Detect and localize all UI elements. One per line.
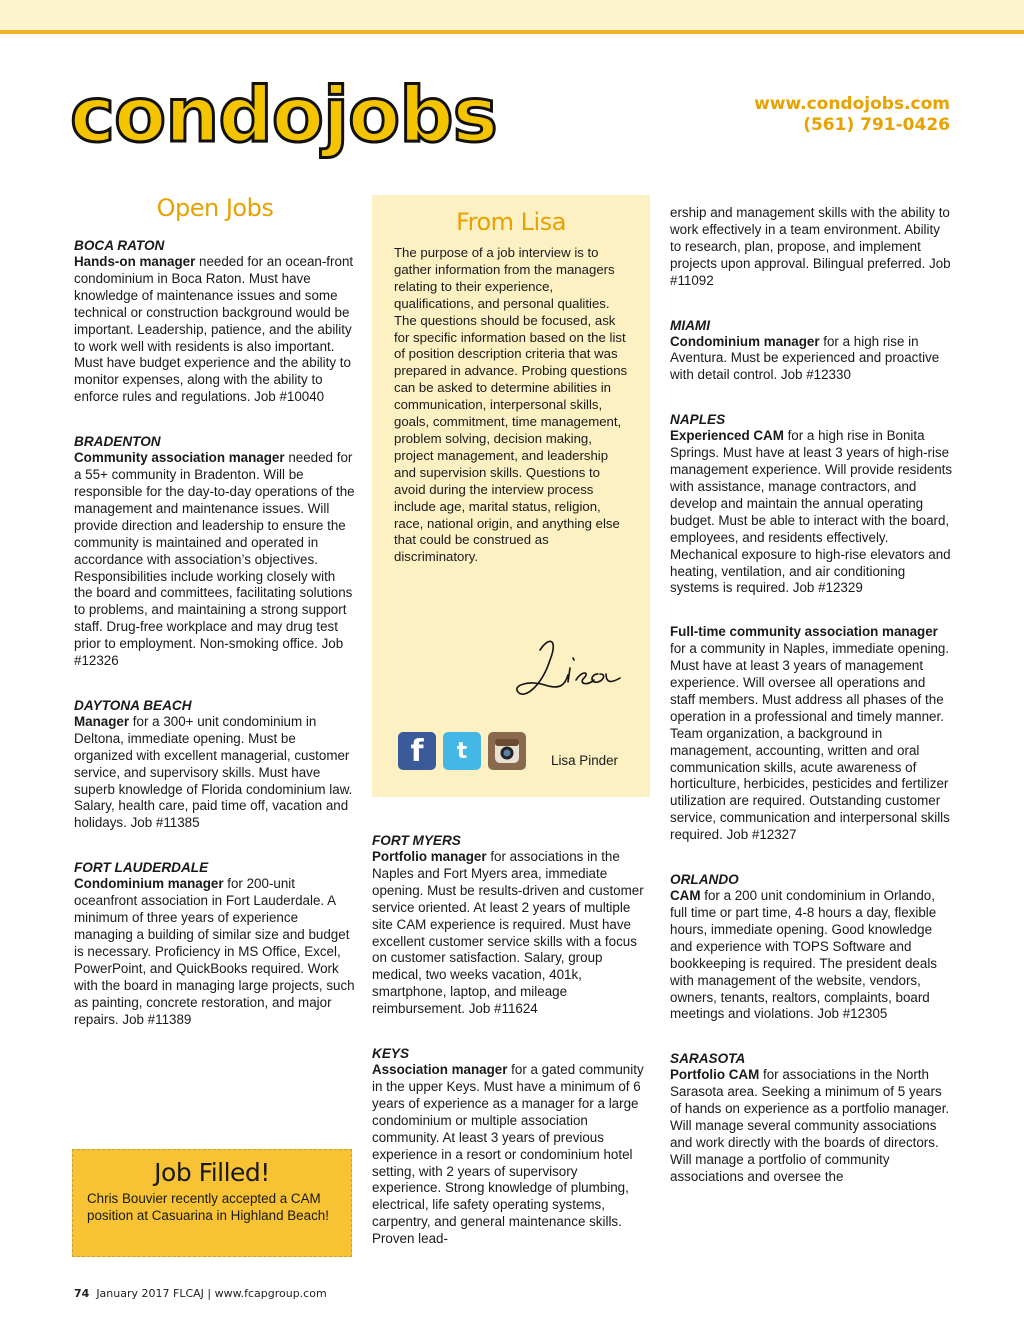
open-jobs-column (74, 193, 356, 1055)
job-listing (670, 871, 954, 1023)
job-listing (74, 697, 356, 832)
phone-number: (561) 791-0426 (803, 115, 950, 135)
job-description: needed for a 55+ community in Bradenton. Will be responsible for the day-to-day operations of the management and maintenance issues. Will provide direction and leadership to ensure the community is maintained and operated in accordance with association’s objectives. Responsibilities include working closely with the board and committees, facilitating solutions to problems, and maintaining a strong support staff. Drug-free workplace and may drug test prior to employment. Non-smoking office. Job #12326 (74, 450, 355, 669)
city-heading: DAYTONA BEACH (74, 697, 192, 713)
job-filled-box (72, 1149, 352, 1257)
job-role: Condominium manager (670, 333, 820, 349)
job-role: Manager (74, 713, 130, 729)
job-description: for 200-unit oceanfront association in Fort Lauderdale. A minimum of three years of experience managing a building of similar size and budget is necessary. Proficiency in MS Office, Excel, PowerPoint, and QuickBooks required. Work with the board in managing large projects, such as painting, concrete restoration, and major repairs. Job #11389 (74, 876, 355, 1027)
job-description: for a 300+ unit condominium in Deltona, immediate opening. Must be organized with excellent managerial, customer service, and supervisory skills. Must have superb knowledge of Florida condominium law. Salary, health care, paid time off, vacation and holidays. Job #11385 (74, 713, 353, 831)
job-listing (74, 433, 356, 670)
city-heading: ORLANDO (670, 872, 739, 888)
page-number: 74 (74, 1287, 90, 1300)
from-lisa-body: The purpose of a job interview is to gather information from the managers relating to their experience, qualifications, and personal qualities. The questions should be focused, ask for specific information based on the list of position description criteria that was prepared in advance. Probing questions can be asked to determine abilities in communication, interpersonal skills, goals, commitment, time management, problem solving, decision making, project management, and leadership and supervision skills. Questions to avoid during the interview process include age, marital status, religion, race, national origin, and anything else that could be construed as discriminatory. (394, 245, 628, 565)
job-filled-text: Chris Bouvier recently accepted a CAM position at Casuarina in Highland Beach! (87, 1191, 329, 1223)
instagram-icon[interactable] (488, 732, 526, 770)
signature-image (510, 630, 630, 710)
job-filled-title: Job Filled! (154, 1158, 270, 1187)
job-role: Portfolio CAM (670, 1067, 760, 1083)
job-description: for a community in Naples, immediate opening. Must have at least 3 years of management experience. Will oversee all operations and staff members. Must address all phases of the operation in a professional and timely manner. Team organization, a background in management, accounting, written and oral communication skills, acute awareness of horticulture, herbicides, pesticides and fertilizer utilization are required. Outstanding customer service, communication and interpersonal skills required. Job #12327 (670, 641, 950, 843)
job-listing (670, 317, 954, 385)
job-description: for a high rise in Bonita Springs. Must have at least 3 years of high-rise management experience. Will provide residents with assistance, manage contractors, and develop and maintain the annual operating budget. Must be able to interact with the board, employees, and residents effectively. Mechanical exposure to high-rise elevators and heating, ventilation, and air conditioning systems is required. Job #12329 (670, 428, 953, 596)
website-link[interactable]: www.condojobs.com (754, 94, 950, 114)
job-role: Community association manager (74, 450, 285, 466)
job-description: for associations in the Naples and Fort Myers area, immediate opening. Must be results-driven and customer service oriented. At least 2 years of multiple site CAM experience is required. Must have excellent customer service skills with a focus on customer satisfaction. Salary, group medical, two weeks vacation, 401k, smartphone, laptop, and mileage reimbursement. Job #11624 (372, 849, 644, 1017)
job-role: CAM (670, 888, 701, 904)
job-description: needed for an ocean-front condominium in Boca Raton. Must have knowledge of maintenance issues and some technical or construction background would be important. Leadership, patience, and the ability to work well with residents is also important. Must have budget experience and the ability to monitor expenses, along with the ability to enforce rules and regulations. Job #10040 (74, 254, 354, 405)
job-listing (670, 411, 954, 597)
city-heading: SARASOTA (670, 1051, 746, 1067)
open-jobs-column-2 (372, 832, 650, 1275)
city-heading: BRADENTON (74, 434, 161, 450)
open-jobs-column-3 (670, 205, 954, 1213)
footer-text: January 2017 FLCAJ | www.fcapgroup.com (96, 1287, 327, 1300)
facebook-icon[interactable]: f (398, 732, 436, 770)
twitter-icon[interactable]: t (443, 732, 481, 770)
job-description: ership and management skills with the ability to work effectively in a team environment. Ability to research, plan, propose, and implement projects upon approval. Bilingual preferred. Job #11092 (670, 205, 951, 288)
from-lisa-title: From Lisa (456, 208, 566, 236)
job-listing (670, 624, 954, 844)
city-heading: BOCA RATON (74, 238, 165, 253)
job-listing (670, 1050, 954, 1185)
city-heading: FORT LAUDERDALE (74, 860, 209, 876)
job-role: Portfolio manager (372, 849, 487, 864)
job-role: Hands-on manager (74, 254, 196, 269)
condojobs-logo: condojobs (70, 70, 497, 159)
city-heading: MIAMI (670, 317, 711, 333)
job-listing (74, 237, 356, 406)
job-listing-continued (670, 205, 954, 290)
job-role: Experienced CAM (670, 428, 784, 444)
top-rule (0, 30, 1024, 34)
job-role: Association manager (372, 1062, 508, 1078)
signature-name: Lisa Pinder (551, 753, 618, 768)
job-listing (372, 832, 650, 1018)
job-description: for associations in the North Sarasota area. Seeking a minimum of 5 years of hands on experience as a portfolio manager. Will manage several community associations and work directly with the boards of directors. Will manage a portfolio of community associations and oversee the (670, 1067, 950, 1184)
job-description: for a high rise in Aventura. Must be experienced and proactive with detail control. Job #12330 (670, 333, 940, 383)
city-heading: KEYS (372, 1046, 410, 1062)
contact-info (754, 94, 950, 136)
job-role: Condominium manager (74, 876, 224, 892)
open-jobs-title: Open Jobs (156, 194, 274, 222)
page-footer (74, 1287, 327, 1300)
social-icons (398, 732, 526, 770)
job-description: for a gated community in the upper Keys. Must have a minimum of 6 years of experience as a manager for a large condominium or multiple association community. At least 3 years of previous experience in a resort or condominium hotel setting, with 2 years of supervisory experience. Strong knowledge of plumbing, electrical, life safety operating systems, carpentry, and general maintenance skills. Proven lead- (372, 1062, 644, 1247)
top-band (0, 0, 1024, 30)
job-role: Full-time community association manager (670, 624, 938, 640)
city-heading: NAPLES (670, 412, 726, 428)
city-heading: FORT MYERS (372, 833, 461, 848)
job-listing (372, 1045, 650, 1248)
job-description: for a 200 unit condominium in Orlando, full time or part time, 4-8 hours a day, flexible hours, immediate opening. Good knowledge and experience with TOPS Software and bookkeeping is required. The president deals with management of the website, vendors, owners, tenants, realtors, complaints, board meetings and violations. Job #12305 (670, 888, 937, 1022)
job-listing (74, 859, 356, 1028)
